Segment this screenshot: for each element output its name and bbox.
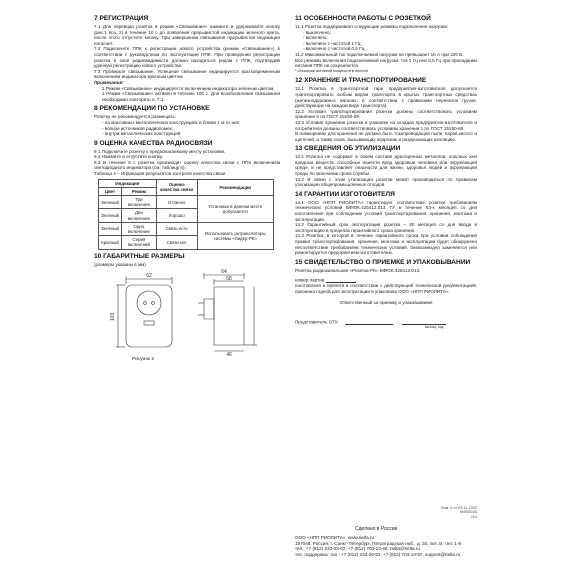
section-14-title: 14 ГАРАНТИИ ИЗГОТОВИТЕЛЯ [295, 190, 395, 198]
section-8-title: 8 РЕКОМЕНДАЦИИ ПО УСТАНОВКЕ [94, 105, 210, 113]
th-recommend: Рекомендации [197, 179, 273, 195]
rev-line-2: №00001Б [459, 510, 477, 515]
th-mode: Режим [122, 187, 157, 195]
s15-resp: Ответственный за приемку и упаковывание [339, 299, 433, 305]
dim-depth: 64 [221, 269, 227, 276]
s12-p3: 12.3 Условия хранения розетки в упаковке на складах предприятия-изготовителя и потребителя должны соответствовать условиям хранения 1 по ГОСТ 15150-69. [295, 119, 477, 131]
s9-p3: 9.3 В течение 5 с розетка производит оценку качества связи с ППК включением светодиодного индикатора (см. таблицу 4). [94, 159, 280, 171]
s12-p4: В помещениях для хранения не должно быть токопроводящей пыли, паров кислот и щелочей, а также газов, вызывающих коррозию и разрушающих изоляцию. [295, 131, 477, 142]
company-address: 197046, Россия, г. Санкт-Петербург, Петроградская наб., д. 34, лит. Б, тел. 1-й [295, 540, 462, 546]
s11-p2: 11.2 Максимальный ток подключаемой нагрузки не превышает 10 А при 220 В. [295, 51, 464, 57]
s11-b2: - включено; [303, 35, 328, 41]
cell-quality: Связь есть [156, 222, 197, 235]
right-column [295, 12, 477, 331]
section-11-title: 11 ОСОБЕННОСТИ РАБОТЫ С РОЗЕТКОЙ [295, 15, 431, 22]
made-in-russia: Сделано в России [355, 526, 398, 532]
s7-note1: 1 Режим «Связывание» индицируется включением индикатора зеленым цветом. [102, 85, 275, 91]
side-plug [204, 299, 214, 319]
th-indication: Индикация [99, 179, 157, 187]
cell-mode: Два включения [122, 209, 157, 222]
th-quality: Оценка качества связи [156, 179, 197, 195]
cell-color: Зеленый [99, 196, 122, 209]
front-body [126, 285, 172, 347]
cell-quality: Хорошо [156, 209, 197, 222]
s7-p1: 7.1 Для перевода розетки в режим «Связывание» нажмите и удерживайте кнопку (рис.1 поз. 2) в течение 10 с до появления прерывистой индикации зеленого цвета, после этого отпустите кнопку. При завершении связывания прерывистая индикация погаснет. [94, 24, 280, 46]
s9-p1: 9.1 Подключите розетку к предполагаемому месту установки. [94, 148, 226, 154]
s15-p1: Розетка радиоканальная «Розетка-РК» БФЮК.425412.013, [295, 267, 421, 273]
cell-quality: Связи нет [156, 236, 197, 249]
s7-p3: 7.3 Проверьте связывание. Успешное связывание индицируется кратковременным включением индикатора красным цветом. [94, 68, 280, 80]
socket-hole-right [152, 302, 155, 305]
table-row [99, 196, 274, 209]
indication-table [98, 179, 274, 250]
s9-p2: 9.2 Нажмите и отпустите кнопку. [94, 154, 163, 160]
company-phone1: тел.: +7 (812) 233-03-02, +7 (812) 703-13-60, rielta@rielta.ru [295, 546, 420, 552]
dim-height: 103 [110, 313, 116, 322]
s8-intro: Розетку не рекомендуется размещать: [94, 114, 177, 120]
s15-batch-label: номер партии [295, 277, 325, 283]
socket-hole-left [144, 302, 147, 305]
s11-b3: - включено с частотой 1 Гц; [303, 40, 362, 46]
table-row [99, 222, 274, 235]
cell-color: Красный [99, 236, 122, 249]
th-color: Цвет [99, 187, 122, 195]
revision-block [405, 506, 477, 519]
dim-width: 62 [146, 273, 152, 280]
cell-mode: Одно включение [122, 222, 157, 235]
rev-line-3: v10 [470, 514, 477, 519]
s15-otk-label: Представитель ОТК [295, 319, 338, 325]
cell-rec-1: Установка в данном месте допускается [197, 196, 273, 223]
s7-note2: 2 Режим «Связывание» активен в течение 100 с. Для возобновления связывания необходимо повторить п. 7.1. [102, 91, 280, 102]
section-10-title: 10 ГАБАРИТНЫЕ РАЗМЕРЫ [94, 252, 185, 260]
cell-mode: Серия включений [122, 236, 157, 249]
s8-b1: - на массивных металлических конструкциях и ближе 1 м от них; [102, 119, 241, 125]
s11-p3: Все режимы включения подключаемой нагрузки: ток 1 Гц или 0,5 Гц при пропадании питания ППК не сохраняются. [295, 57, 477, 69]
cell-color: Зеленый [99, 222, 122, 235]
dimension-figure [94, 269, 280, 361]
s7-p2: 7.2 Подключите ППК к регистрации нового устройства (режим «Связывание») в соответствии с руководством по эксплуатации ППК. При проведении регистрации розетка в зоне радиовидимости должна находиться рядом с ППК, подтвердив удачную регистрацию нового устройства. [94, 46, 280, 69]
s11-b1: - выключено; [303, 29, 331, 35]
s12-p1: 12.1 Розетка в транспортной таре предприятия-изготовителя допускается транспортировать любым видом транспорта в крытых транспортных средствах (железнодорожных вагонах, в соответствии с правилами перевозок грузов, действующих на каждом виде транспорта). [295, 86, 477, 109]
led-button [144, 321, 154, 325]
dim-bottom: 46 [226, 352, 232, 358]
s15-p3: изготовлена и принята в соответствии с действующей технической документацией, признана годной для эксплуатации и упакована ООО «НПП РИОЛИТА». [295, 283, 477, 294]
side-body [214, 287, 244, 345]
s15-date: месяц, год [425, 325, 444, 330]
left-column [94, 12, 280, 361]
section-12-title: 12 ХРАНЕНИЕ И ТРАНСПОРТИРОВАНИЕ [295, 77, 427, 85]
s11-note: * Описание активной мощности в полной [295, 68, 368, 73]
s14-p1: 14.1 ООО «НПП РИОЛИТА» гарантирует соответствие розетки требованиям технических условий БФЮК.425412.013 ТУ в течение 63-х месяцев со дня изготовления при соблюдении условий транспортирования, хранения, монтажа и эксплуатации. [295, 199, 477, 222]
s13-p1: 13.1 Розетка не содержит в своем составе драгоценных металлов, опасных или вредных веществ, способных нанести вред здоровью человека или окружающей среде, и не представляет опасности для жизни, здоровья людей и окружающей среды по окончании срока службы. [295, 154, 477, 177]
s12-p2: 12.2 Условия транспортирования розетки должны соответствовать условиям хранения 5 по ГОСТ 15150-69. [295, 108, 477, 120]
socket-outlet [137, 291, 161, 315]
cell-color: Зеленый [99, 209, 122, 222]
section-13-title: 13 СВЕДЕНИЯ ОБ УТИЛИЗАЦИИ [295, 145, 401, 153]
cell-quality: Отлично [156, 196, 197, 209]
s7-notes-title: Примечания: [94, 79, 124, 85]
s8-b2: - вблизи источников радиопомех; [102, 125, 174, 131]
cell-mode: Три включения [122, 196, 157, 209]
company-name: ООО «НПП РИОЛИТА», www.rielta.ru [295, 535, 375, 540]
otk-signature-line [345, 319, 393, 325]
section-9-title: 9 ОЦЕНКА КАЧЕСТВА РАДИОСВЯЗИ [94, 139, 213, 147]
table-caption: Таблица 4 – Индикация результатов контроля качества связи [94, 171, 226, 177]
cell-rec-2: Использовать ретрансляторы системы «Лидер-РК» [197, 222, 273, 249]
s13-p2: 13.2 В связи с этим утилизация розетки может производиться по правилам утилизации общепромышленных отходов. [295, 176, 477, 188]
company-phone2: тех. поддержка: тел.: +7 (812) 233-29-53, +7 (812) 703-13-57, support@rielta.ru [295, 551, 461, 557]
section-7-title: 7 РЕГИСТРАЦИЯ [94, 15, 149, 22]
rev-line-1: Изм. 0 от 03.11.2020 [441, 506, 477, 510]
socket-drawing [94, 269, 280, 357]
company-footer [295, 535, 477, 557]
dim-depth2: 58 [226, 276, 232, 283]
s14-p3: 14.3 Розетка, в которой в течение гарантийного срока при условии соблюдения правил транспортирования, хранения, монтажа и эксплуатации будет обнаружено несоответствие требованиям технических условий, безвозмездно заменяется или ремонтируется предприятием-изготовителем. [295, 233, 477, 256]
s10-sub: (размеры указаны в мм) [94, 261, 146, 267]
section-15-title: 15 СВИДЕТЕЛЬСТВО О ПРИЕМКЕ И УПАКОВЫВАНИИ [295, 258, 471, 266]
s8-b3: - внутри металлических конструкций. [102, 131, 182, 137]
figure-caption: Рисунок 2 [132, 357, 155, 363]
s11-p1: 11.1 Розетка поддерживает следующие режимы подключения нагрузки: [295, 24, 449, 29]
s14-p2: 14.2 Гарантийный срок эксплуатации розетки – 60 месяцев со дня ввода в эксплуатацию в пределах гарантийного срока хранения. [295, 222, 477, 233]
s11-b4: - включено с частотой 0,5 Гц. [303, 46, 366, 52]
